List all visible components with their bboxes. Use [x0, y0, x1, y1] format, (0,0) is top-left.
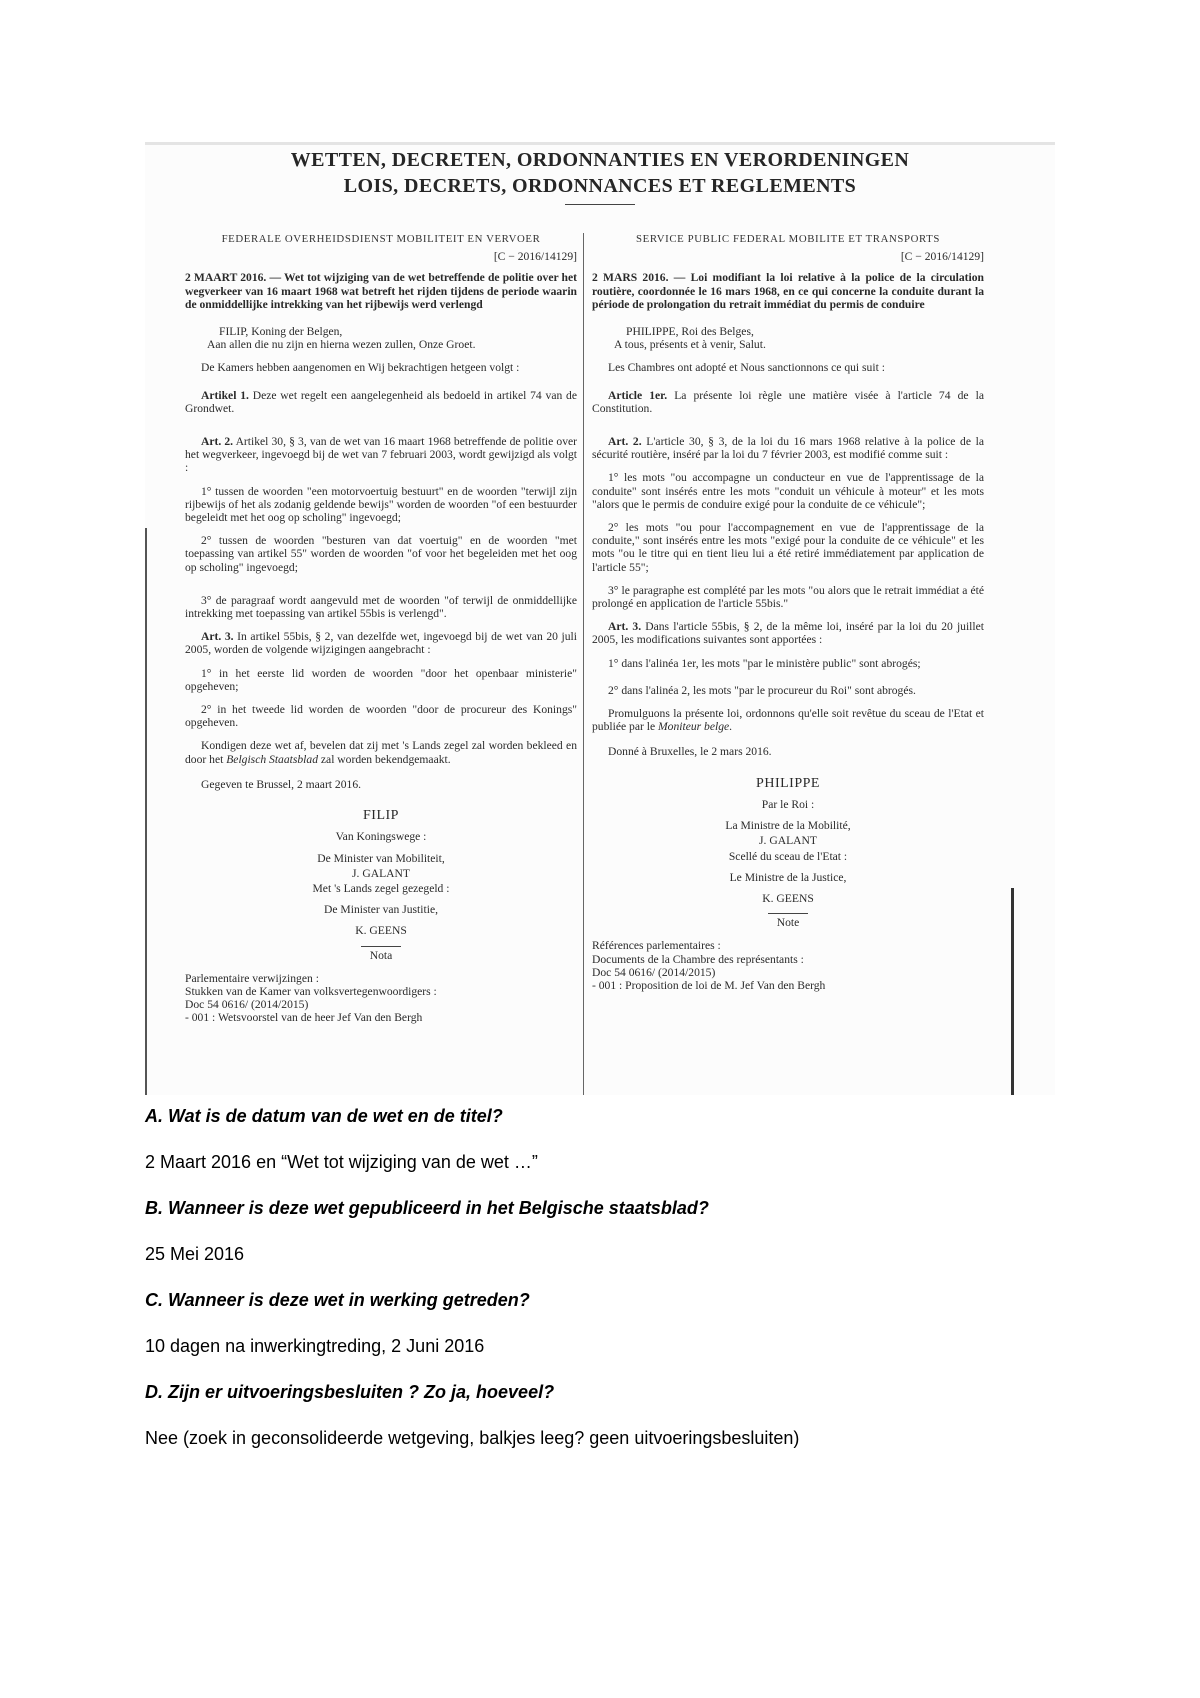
article-3-fr: [592, 620, 984, 646]
article-2-point-2-fr: 2° les mots "ou pour l'accompagnement en vue de l'apprentissage de la conduite," sont insérés entre les mots "exigé pour la conduite de ce véhicule" et les mots "ou le titre qui en tient lieu lui a été retiré immédiatement par application de l'article 55";: [592, 521, 984, 574]
column-divider: [583, 233, 584, 1095]
minister-1-nl: De Minister van Mobiliteit,: [317, 851, 445, 865]
article-3-label-fr: Art. 3.: [608, 620, 642, 634]
question-c: C. Wanneer is deze wet in werking getreden?: [145, 1290, 530, 1310]
answer-c: 10 dagen na inwerkingtreding, 2 Juni 2016: [145, 1336, 485, 1356]
title-rule: [565, 204, 635, 205]
king-signature-nl: FILIP: [363, 808, 399, 824]
law-title-fr: — Loi modifiant la loi relative à la police de la circulation routière, coordonnée le 16 mars 1968, en ce qui concerne la conduite durant la période de prolongation du retrait immédiat du permis de conduire: [592, 271, 984, 311]
references-line-2-fr: Doc 54 0616/ (2014/2015): [592, 965, 716, 979]
article-2-nl: [185, 435, 577, 475]
ref-fr: [C − 2016/14129]: [900, 250, 984, 264]
note-label-nl: Nota: [369, 948, 393, 962]
minister-2-name-nl: K. GEENS: [355, 924, 407, 938]
journal-name-nl: Belgisch Staatsblad: [226, 752, 318, 766]
promulgation-text-nl: Kondigen deze wet af, bevelen dat zij met 's Lands zegel zal worden bekleed en door het: [185, 739, 577, 766]
given-at-fr: Donné à Bruxelles, le 2 mars 2016.: [608, 745, 772, 759]
journal-name-fr: Moniteur belge: [658, 720, 730, 734]
article-3-text-nl: In artikel 55bis, § 2, van dezelfde wet, ingevoegd bij de wet van 20 juli 2005, worden de volgende wijzigingen aangebracht :: [185, 630, 577, 657]
king-signature-fr: PHILIPPE: [756, 775, 820, 791]
article-3-nl: [185, 630, 577, 656]
article-1-fr: [592, 389, 984, 415]
minister-2-fr: Le Ministre de la Justice,: [729, 870, 847, 884]
seal-fr: Scellé du sceau de l'Etat :: [728, 849, 848, 863]
references-title-fr: Références parlementaires :: [592, 939, 721, 953]
article-2-point-1-nl: 1° tussen de woorden "een motorvoertuig bestuurt" en de woorden "terwijl zijn rijbewijs of het als zodanig geldende bewijs" worden de woorden "of een bestuurder begeleidt met het oog op scholing" ingevoegd;: [185, 484, 577, 525]
seal-nl: Met 's Lands zegel gezegeld :: [312, 881, 450, 895]
minister-2-nl: De Minister van Justitie,: [324, 903, 438, 917]
references-line-1-fr: Documents de la Chambre des représentants :: [592, 952, 804, 966]
scan-title-fr: LOIS, DECRETS, ORDONNANCES ET REGLEMENTS: [343, 175, 857, 197]
promulgation-text-fr: Promulguons la présente loi, ordonnons qu'elle soit revêtue du sceau de l'Etat et publiée par le: [592, 707, 984, 734]
promulgation-end-nl: zal worden bekendgemaakt.: [318, 752, 451, 766]
article-2-point-3-fr: 3° le paragraphe est complété par les mots "ou alors que le retrait immédiat a été prolongé en application de l'article 55bis.": [592, 583, 984, 611]
article-2-point-1-fr: 1° les mots "ou accompagne un conducteur en vue de l'apprentissage de la conduite" sont insérés entre les mots "conduit un véhicule à moteur" et les mots "alors que le permis de conduire exigé pour la conduite de ce véhicule";: [592, 471, 984, 511]
dept-nl: FEDERALE OVERHEIDSDIENST MOBILITEIT EN VERVOER: [221, 233, 541, 245]
article-2-text-fr: L'article 30, § 3, de la loi du 16 mars 1968 relative à la police de la sécurité routière, inséré par la loi du 7 février 2003, est modifié comme suit :: [592, 435, 985, 462]
law-title-nl: — Wet tot wijziging van de wet betreffende de politie over het wegverkeer van 16 maart 1968 wat betreft het rijden tijdens de periode waarin de onmiddellijke intrekking van het rijbewijs werd verlengd: [185, 271, 578, 311]
article-1-text-nl: Deze wet regelt een aangelegenheid als bedoeld in artikel 74 van de Grondwet.: [185, 388, 577, 415]
promulgation-end-fr: .: [729, 720, 733, 734]
references-line-3-nl: - 001 : Wetsvoorstel van de heer Jef Van den Bergh: [185, 1011, 423, 1025]
note-rule-nl: [361, 946, 401, 947]
dept-fr: SERVICE PUBLIC FEDERAL MOBILITE ET TRANSPORTS: [636, 233, 940, 245]
minister-1-name-nl: J. GALANT: [352, 866, 410, 880]
article-3-text-fr: Dans l'article 55bis, § 2, de la même loi, inséré par la loi du 20 juillet 2005, les modifications suivantes sont apportées :: [592, 620, 984, 647]
question-a: A. Wat is de datum van de wet en de titel?: [145, 1106, 503, 1126]
question-d: D. Zijn er uitvoeringsbesluiten ? Zo ja, hoeveel?: [145, 1382, 555, 1402]
article-2-label-nl: Art. 2.: [201, 435, 234, 449]
answer-b: 25 Mei 2016: [145, 1244, 245, 1264]
article-2-point-3-nl: 3° de paragraaf wordt aangevuld met de woorden "of terwijl de onmiddellijke intrekking met toepassing van artikel 55bis is verlengd".: [185, 593, 577, 621]
law-columns: [145, 233, 1055, 1095]
minister-2-name-fr: K. GEENS: [762, 891, 814, 905]
references-line-2-nl: Doc 54 0616/ (2014/2015): [185, 998, 309, 1012]
answer-d: Nee (zoek in geconsolideerde wetgeving, balkjes leeg? geen uitvoeringsbesluiten): [145, 1428, 800, 1448]
promulgation-fr: [592, 707, 984, 733]
greeting-nl: FILIP, Koning der Belgen,: [219, 325, 343, 339]
greeting-2-fr: A tous, présents et à venir, Salut.: [614, 338, 766, 352]
article-2-label-fr: Art. 2.: [608, 435, 642, 449]
references-line-1-nl: Stukken van de Kamer van volksvertegenwoordigers :: [185, 984, 437, 998]
law-date-fr: 2 MARS 2016.: [592, 271, 669, 285]
column-fr: [592, 233, 984, 992]
minister-1-fr: La Ministre de la Mobilité,: [725, 819, 851, 833]
article-3-point-1-fr: 1° dans l'alinéa 1er, les mots "par le ministère public" sont abrogés;: [608, 656, 921, 670]
article-1-nl: [185, 389, 577, 415]
note-label-fr: Note: [776, 916, 800, 930]
greeting-2-nl: Aan allen die nu zijn en hierna wezen zullen, Onze Groet.: [207, 338, 476, 352]
article-3-point-2-fr: 2° dans l'alinéa 2, les mots "par le procureur du Roi" sont abrogés.: [608, 683, 916, 697]
article-2-point-2-nl: 2° tussen de woorden "besturen van dat voertuig" en de woorden "met toepassing van artikel 55" worden de woorden "of voor het begeleiden met het oog op scholing" ingevoegd;: [185, 534, 577, 574]
article-1-label-nl: Artikel 1.: [201, 388, 249, 402]
scan-edge-right: [1011, 888, 1014, 1095]
references-fr: [592, 939, 984, 992]
article-1-label-fr: Article 1er.: [608, 388, 668, 402]
ref-nl: [C − 2016/14129]: [493, 250, 577, 264]
enact-fr: Les Chambres ont adopté et Nous sanctionnons ce qui suit :: [608, 361, 885, 375]
scanned-law-page: [145, 142, 1055, 1095]
article-3-label-nl: Art. 3.: [201, 630, 234, 644]
greeting-fr: PHILIPPE, Roi des Belges,: [626, 325, 754, 339]
by-king-fr: Par le Roi :: [761, 797, 815, 811]
given-at-nl: Gegeven te Brussel, 2 maart 2016.: [201, 777, 362, 791]
article-3-point-2-nl: 2° in het tweede lid worden de woorden "door de procureur des Konings" opgeheven.: [185, 703, 577, 730]
by-king-nl: Van Koningswege :: [335, 830, 427, 844]
law-heading-nl: [185, 271, 577, 311]
answer-a: 2 Maart 2016 en “Wet tot wijziging van de wet …”: [145, 1152, 538, 1172]
article-1-text-fr: La présente loi règle une matière visée à l'article 74 de la Constitution.: [592, 388, 985, 415]
article-2-fr: [592, 435, 984, 461]
article-2-text-nl: Artikel 30, § 3, van de wet van 16 maart 1968 betreffende de politie over het wegverkeer, ingevoegd bij de wet van 7 februari 2003, wordt gewijzigd als volgt :: [185, 435, 578, 475]
article-3-point-1-nl: 1° in het eerste lid worden de woorden "door het openbaar ministerie" opgeheven;: [185, 666, 577, 693]
minister-1-name-fr: J. GALANT: [759, 834, 817, 848]
references-title-nl: Parlementaire verwijzingen :: [185, 971, 319, 985]
scan-edge-left: [145, 528, 147, 1095]
law-heading-fr: [592, 271, 984, 311]
promulgation-nl: [185, 739, 577, 765]
enact-nl: De Kamers hebben aangenomen en Wij bekrachtigen hetgeen volgt :: [201, 361, 520, 375]
question-b: B. Wanneer is deze wet gepubliceerd in het Belgische staatsblad?: [145, 1198, 709, 1218]
note-rule-fr: [768, 913, 808, 914]
scan-title-nl: WETTEN, DECRETEN, ORDONNANTIES EN VERORDENINGEN: [290, 149, 910, 171]
references-nl: [185, 972, 577, 1025]
references-line-3-fr: - 001 : Proposition de loi de M. Jef Van den Bergh: [592, 978, 826, 992]
column-nl: [185, 233, 577, 1025]
law-date-nl: 2 MAART 2016.: [185, 271, 267, 285]
